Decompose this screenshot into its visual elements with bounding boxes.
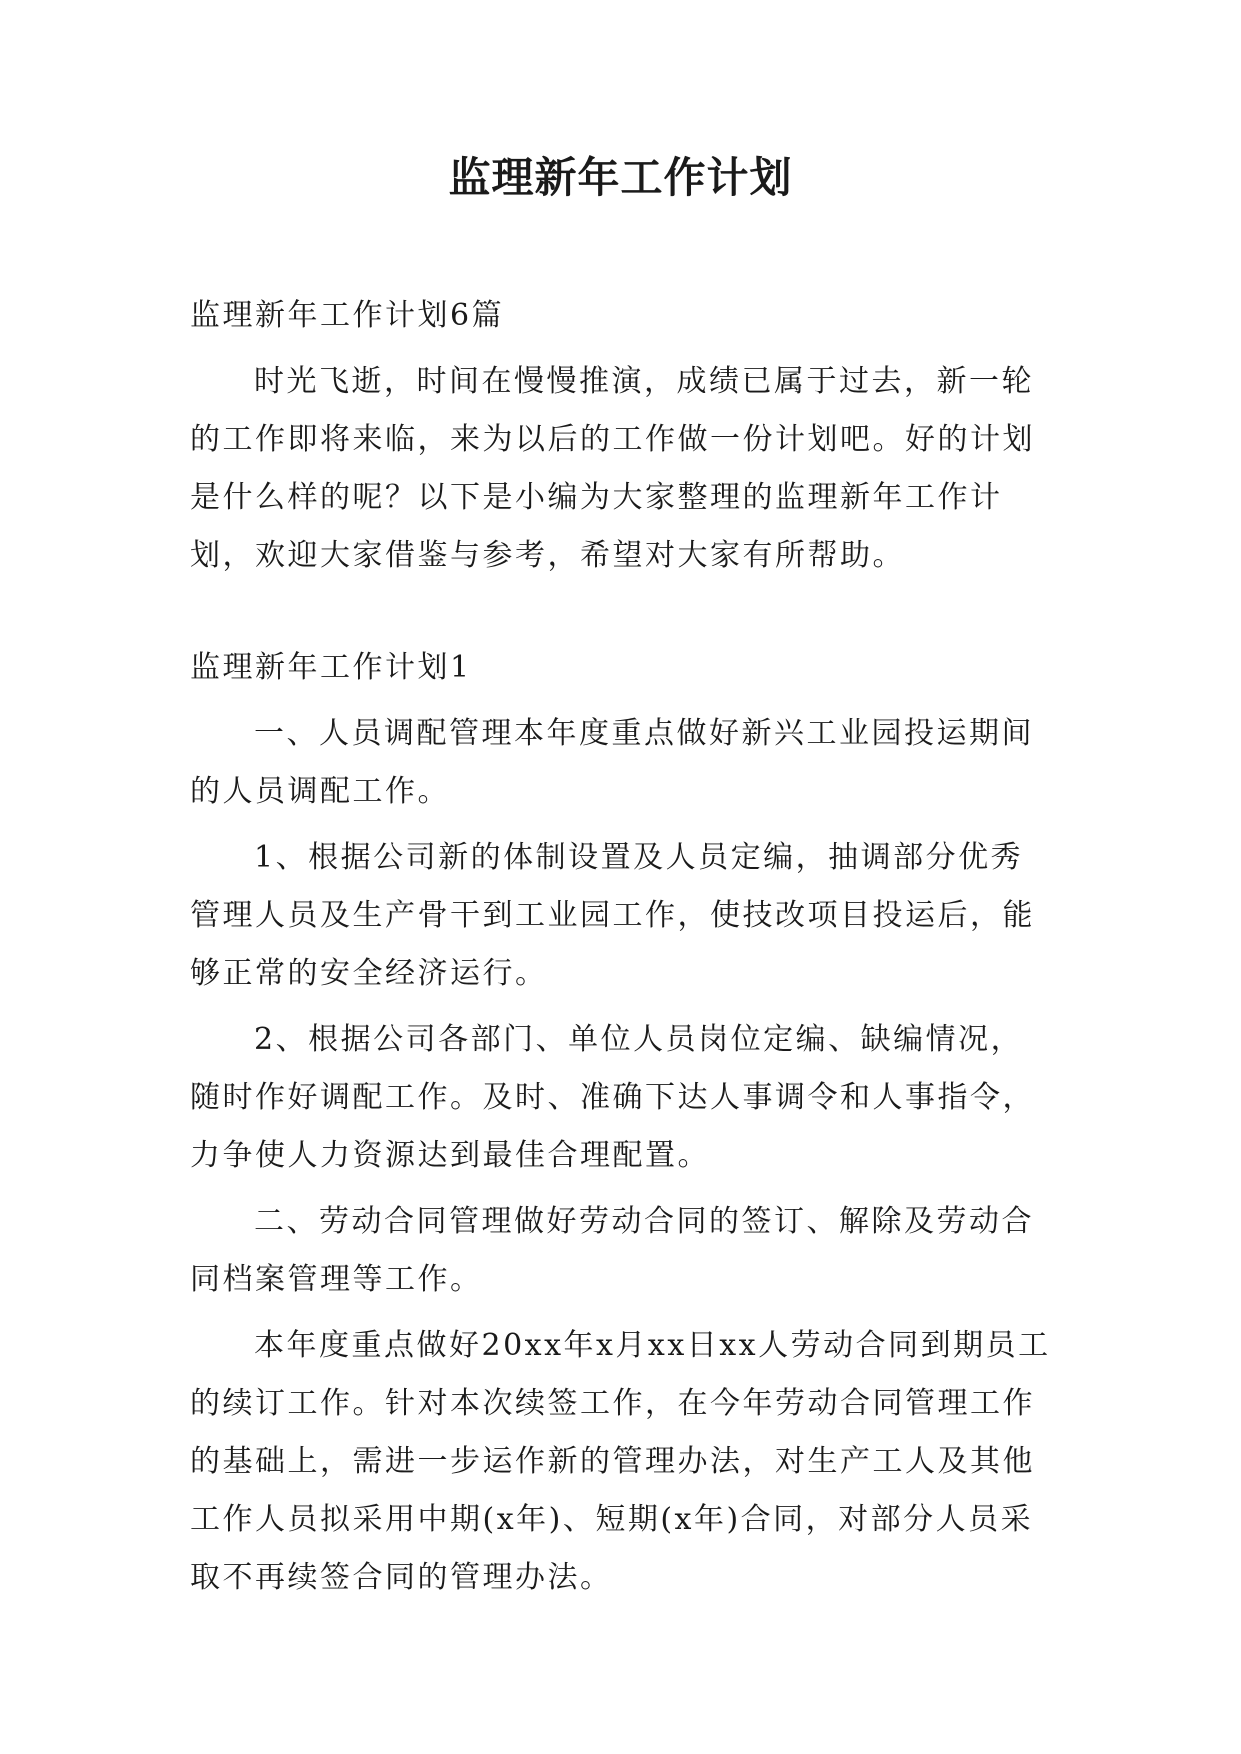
section-paragraph: 1、根据公司新的体制设置及人员定编，抽调部分优秀管理人员及生产骨干到工业园工作，使技改项目投运后，能够正常的安全经济运行。 [190, 840, 1035, 991]
section-paragraph: 一、人员调配管理本年度重点做好新兴工业园投运期间的人员调配工作。 [190, 716, 1034, 809]
section-heading: 监理新年工作计划1 [190, 650, 472, 685]
section-paragraph: 2、根据公司各部门、单位人员岗位定编、缺编情况，随时作好调配工作。及时、准确下达人事调令和人事指令，力争使人力资源达到最佳合理配置。 [190, 1022, 1035, 1173]
document-body [190, 287, 1052, 1607]
document-subtitle: 监理新年工作计划6篇 [190, 298, 505, 333]
section-paragraph: 本年度重点做好20xx年x月xx日xx人劳动合同到期员工的续订工作。针对本次续签工作，在今年劳动合同管理工作的基础上，需进一步运作新的管理办法，对生产工人及其他工作人员拟采用中期(x年)、短期(x年)合同，对部分人员采取不再续签合同的管理办法。 [190, 1328, 1051, 1595]
intro-paragraph: 时光飞逝，时间在慢慢推演，成绩已属于过去，新一轮的工作即将来临，来为以后的工作做一份计划吧。好的计划是什么样的呢？以下是小编为大家整理的监理新年工作计划，欢迎大家借鉴与参考，希望对大家有所帮助。 [190, 364, 1035, 573]
section-paragraph: 二、劳动合同管理做好劳动合同的签订、解除及劳动合同档案管理等工作。 [190, 1204, 1034, 1297]
page-title: 监理新年工作计划 [448, 153, 793, 202]
